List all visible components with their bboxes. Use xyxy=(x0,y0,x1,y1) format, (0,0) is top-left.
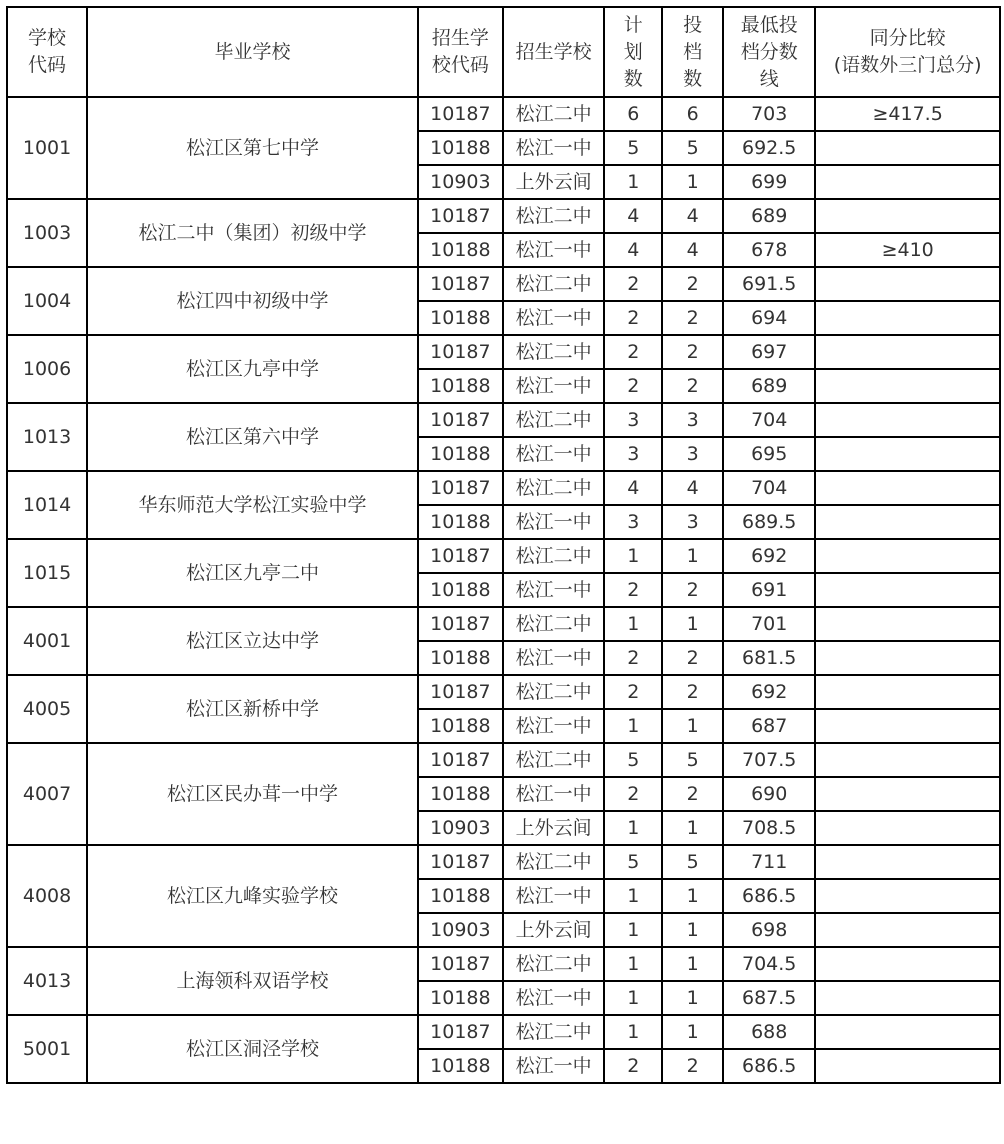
graduating-school-cell: 松江区新桥中学 xyxy=(87,675,418,743)
school-code-cell: 1003 xyxy=(7,199,87,267)
min-score-cell: 692 xyxy=(723,675,815,709)
tie-compare-cell xyxy=(815,437,1000,471)
min-score-cell: 688 xyxy=(723,1015,815,1049)
enroll-school-cell: 松江二中 xyxy=(503,947,604,981)
plan-count-cell: 4 xyxy=(604,199,662,233)
graduating-school-cell: 松江区九亭中学 xyxy=(87,335,418,403)
enroll-school-cell: 松江二中 xyxy=(503,471,604,505)
tie-compare-cell xyxy=(815,539,1000,573)
tie-compare-cell xyxy=(815,267,1000,301)
tie-compare-cell xyxy=(815,947,1000,981)
admit-count-cell: 3 xyxy=(662,505,723,539)
tie-compare-cell xyxy=(815,777,1000,811)
tie-compare-cell xyxy=(815,913,1000,947)
admit-count-cell: 1 xyxy=(662,879,723,913)
tie-compare-cell xyxy=(815,981,1000,1015)
min-score-cell: 704.5 xyxy=(723,947,815,981)
table-row xyxy=(7,845,1000,879)
enroll-school-cell: 松江一中 xyxy=(503,1049,604,1083)
plan-count-cell: 3 xyxy=(604,437,662,471)
tie-compare-cell xyxy=(815,743,1000,777)
enroll-school-code-cell: 10187 xyxy=(418,743,503,777)
min-score-cell: 692.5 xyxy=(723,131,815,165)
graduating-school-cell: 上海领科双语学校 xyxy=(87,947,418,1015)
header-admit-count: 投 档 数 xyxy=(662,7,723,97)
table-row xyxy=(7,539,1000,573)
tie-compare-cell xyxy=(815,403,1000,437)
plan-count-cell: 4 xyxy=(604,471,662,505)
school-code-cell: 4013 xyxy=(7,947,87,1015)
admit-count-cell: 5 xyxy=(662,845,723,879)
min-score-cell: 699 xyxy=(723,165,815,199)
enroll-school-code-cell: 10188 xyxy=(418,709,503,743)
plan-count-cell: 4 xyxy=(604,233,662,267)
enroll-school-cell: 松江一中 xyxy=(503,709,604,743)
enroll-school-code-cell: 10187 xyxy=(418,675,503,709)
plan-count-cell: 1 xyxy=(604,165,662,199)
enroll-school-cell: 松江一中 xyxy=(503,777,604,811)
min-score-cell: 711 xyxy=(723,845,815,879)
graduating-school-cell: 松江二中（集团）初级中学 xyxy=(87,199,418,267)
admit-count-cell: 3 xyxy=(662,437,723,471)
admit-count-cell: 4 xyxy=(662,233,723,267)
enroll-school-code-cell: 10188 xyxy=(418,777,503,811)
admit-count-cell: 2 xyxy=(662,301,723,335)
enroll-school-code-cell: 10187 xyxy=(418,539,503,573)
enroll-school-code-cell: 10187 xyxy=(418,471,503,505)
tie-compare-cell xyxy=(815,131,1000,165)
school-code-cell: 4005 xyxy=(7,675,87,743)
school-code-cell: 1001 xyxy=(7,97,87,199)
header-enroll-school: 招生学校 xyxy=(503,7,604,97)
admit-count-cell: 2 xyxy=(662,369,723,403)
min-score-cell: 689 xyxy=(723,199,815,233)
admit-count-cell: 1 xyxy=(662,913,723,947)
school-code-cell: 4007 xyxy=(7,743,87,845)
tie-compare-cell xyxy=(815,301,1000,335)
min-score-cell: 689.5 xyxy=(723,505,815,539)
enroll-school-code-cell: 10188 xyxy=(418,879,503,913)
plan-count-cell: 2 xyxy=(604,573,662,607)
enroll-school-code-cell: 10188 xyxy=(418,573,503,607)
enroll-school-cell: 上外云间 xyxy=(503,811,604,845)
table-row xyxy=(7,607,1000,641)
enroll-school-code-cell: 10903 xyxy=(418,913,503,947)
graduating-school-cell: 松江区立达中学 xyxy=(87,607,418,675)
min-score-cell: 695 xyxy=(723,437,815,471)
admit-count-cell: 4 xyxy=(662,199,723,233)
table-row xyxy=(7,403,1000,437)
graduating-school-cell: 华东师范大学松江实验中学 xyxy=(87,471,418,539)
enroll-school-code-cell: 10187 xyxy=(418,607,503,641)
enroll-school-code-cell: 10187 xyxy=(418,335,503,369)
graduating-school-cell: 松江区九亭二中 xyxy=(87,539,418,607)
enroll-school-cell: 松江二中 xyxy=(503,335,604,369)
enroll-school-cell: 松江二中 xyxy=(503,97,604,131)
plan-count-cell: 5 xyxy=(604,131,662,165)
plan-count-cell: 2 xyxy=(604,777,662,811)
enroll-school-cell: 松江二中 xyxy=(503,607,604,641)
table-row xyxy=(7,267,1000,301)
plan-count-cell: 5 xyxy=(604,743,662,777)
tie-compare-cell xyxy=(815,369,1000,403)
admit-count-cell: 2 xyxy=(662,1049,723,1083)
enroll-school-code-cell: 10187 xyxy=(418,199,503,233)
min-score-cell: 698 xyxy=(723,913,815,947)
school-code-cell: 1004 xyxy=(7,267,87,335)
enroll-school-code-cell: 10188 xyxy=(418,437,503,471)
enroll-school-cell: 松江二中 xyxy=(503,199,604,233)
enroll-school-code-cell: 10188 xyxy=(418,233,503,267)
min-score-cell: 704 xyxy=(723,403,815,437)
min-score-cell: 697 xyxy=(723,335,815,369)
plan-count-cell: 1 xyxy=(604,607,662,641)
plan-count-cell: 2 xyxy=(604,641,662,675)
plan-count-cell: 1 xyxy=(604,947,662,981)
admit-count-cell: 1 xyxy=(662,1015,723,1049)
plan-count-cell: 2 xyxy=(604,301,662,335)
min-score-cell: 690 xyxy=(723,777,815,811)
enroll-school-cell: 松江二中 xyxy=(503,1015,604,1049)
plan-count-cell: 3 xyxy=(604,505,662,539)
header-min-score: 最低投 档分数 线 xyxy=(723,7,815,97)
table-header xyxy=(7,7,1000,97)
tie-compare-cell: ≥410 xyxy=(815,233,1000,267)
tie-compare-cell xyxy=(815,335,1000,369)
admit-count-cell: 2 xyxy=(662,335,723,369)
min-score-cell: 708.5 xyxy=(723,811,815,845)
table-row xyxy=(7,675,1000,709)
plan-count-cell: 1 xyxy=(604,913,662,947)
enroll-school-cell: 松江二中 xyxy=(503,743,604,777)
enroll-school-cell: 松江一中 xyxy=(503,131,604,165)
school-code-cell: 5001 xyxy=(7,1015,87,1083)
table-row xyxy=(7,947,1000,981)
school-code-cell: 1014 xyxy=(7,471,87,539)
tie-compare-cell xyxy=(815,845,1000,879)
tie-compare-cell: ≥417.5 xyxy=(815,97,1000,131)
admit-count-cell: 1 xyxy=(662,947,723,981)
tie-compare-cell xyxy=(815,709,1000,743)
header-graduating-school: 毕业学校 xyxy=(87,7,418,97)
tie-compare-cell xyxy=(815,879,1000,913)
min-score-cell: 691 xyxy=(723,573,815,607)
enroll-school-code-cell: 10187 xyxy=(418,267,503,301)
enroll-school-code-cell: 10188 xyxy=(418,641,503,675)
plan-count-cell: 1 xyxy=(604,539,662,573)
min-score-cell: 691.5 xyxy=(723,267,815,301)
school-code-cell: 4001 xyxy=(7,607,87,675)
min-score-cell: 707.5 xyxy=(723,743,815,777)
enroll-school-cell: 松江一中 xyxy=(503,437,604,471)
table-row xyxy=(7,471,1000,505)
header-tie-compare: 同分比较 (语数外三门总分) xyxy=(815,7,1000,97)
min-score-cell: 681.5 xyxy=(723,641,815,675)
admit-count-cell: 1 xyxy=(662,811,723,845)
tie-compare-cell xyxy=(815,165,1000,199)
school-code-cell: 1006 xyxy=(7,335,87,403)
min-score-cell: 692 xyxy=(723,539,815,573)
admit-count-cell: 5 xyxy=(662,131,723,165)
graduating-school-cell: 松江四中初级中学 xyxy=(87,267,418,335)
admit-count-cell: 2 xyxy=(662,573,723,607)
plan-count-cell: 2 xyxy=(604,1049,662,1083)
plan-count-cell: 1 xyxy=(604,709,662,743)
enroll-school-cell: 松江一中 xyxy=(503,641,604,675)
header-enroll-school-code: 招生学 校代码 xyxy=(418,7,503,97)
table-row xyxy=(7,335,1000,369)
enroll-school-code-cell: 10187 xyxy=(418,403,503,437)
admit-count-cell: 5 xyxy=(662,743,723,777)
enroll-school-cell: 松江一中 xyxy=(503,879,604,913)
min-score-cell: 687 xyxy=(723,709,815,743)
tie-compare-cell xyxy=(815,573,1000,607)
enroll-school-cell: 松江一中 xyxy=(503,981,604,1015)
graduating-school-cell: 松江区洞泾学校 xyxy=(87,1015,418,1083)
tie-compare-cell xyxy=(815,505,1000,539)
tie-compare-cell xyxy=(815,1049,1000,1083)
header-school-code: 学校 代码 xyxy=(7,7,87,97)
admit-count-cell: 4 xyxy=(662,471,723,505)
table-body xyxy=(7,97,1000,1083)
enroll-school-code-cell: 10187 xyxy=(418,97,503,131)
enroll-school-code-cell: 10188 xyxy=(418,301,503,335)
enroll-school-cell: 松江一中 xyxy=(503,301,604,335)
enroll-school-code-cell: 10903 xyxy=(418,165,503,199)
graduating-school-cell: 松江区第七中学 xyxy=(87,97,418,199)
enroll-school-cell: 上外云间 xyxy=(503,165,604,199)
school-code-cell: 1015 xyxy=(7,539,87,607)
table-row xyxy=(7,1015,1000,1049)
min-score-cell: 694 xyxy=(723,301,815,335)
enroll-school-cell: 上外云间 xyxy=(503,913,604,947)
min-score-cell: 701 xyxy=(723,607,815,641)
plan-count-cell: 5 xyxy=(604,845,662,879)
school-code-cell: 1013 xyxy=(7,403,87,471)
plan-count-cell: 1 xyxy=(604,981,662,1015)
admit-count-cell: 1 xyxy=(662,165,723,199)
enroll-school-code-cell: 10188 xyxy=(418,369,503,403)
min-score-cell: 686.5 xyxy=(723,879,815,913)
tie-compare-cell xyxy=(815,675,1000,709)
min-score-cell: 686.5 xyxy=(723,1049,815,1083)
enroll-school-code-cell: 10188 xyxy=(418,1049,503,1083)
plan-count-cell: 1 xyxy=(604,811,662,845)
admissions-table xyxy=(6,6,1001,1084)
table-row xyxy=(7,743,1000,777)
plan-count-cell: 2 xyxy=(604,369,662,403)
admit-count-cell: 2 xyxy=(662,777,723,811)
tie-compare-cell xyxy=(815,199,1000,233)
min-score-cell: 703 xyxy=(723,97,815,131)
graduating-school-cell: 松江区民办茸一中学 xyxy=(87,743,418,845)
min-score-cell: 678 xyxy=(723,233,815,267)
enroll-school-cell: 松江二中 xyxy=(503,845,604,879)
tie-compare-cell xyxy=(815,1015,1000,1049)
min-score-cell: 704 xyxy=(723,471,815,505)
enroll-school-cell: 松江二中 xyxy=(503,267,604,301)
enroll-school-cell: 松江二中 xyxy=(503,675,604,709)
plan-count-cell: 1 xyxy=(604,879,662,913)
enroll-school-cell: 松江一中 xyxy=(503,233,604,267)
tie-compare-cell xyxy=(815,811,1000,845)
graduating-school-cell: 松江区九峰实验学校 xyxy=(87,845,418,947)
admit-count-cell: 2 xyxy=(662,641,723,675)
enroll-school-code-cell: 10188 xyxy=(418,505,503,539)
enroll-school-code-cell: 10187 xyxy=(418,845,503,879)
enroll-school-cell: 松江一中 xyxy=(503,573,604,607)
table-row xyxy=(7,199,1000,233)
plan-count-cell: 2 xyxy=(604,267,662,301)
admit-count-cell: 2 xyxy=(662,675,723,709)
tie-compare-cell xyxy=(815,641,1000,675)
admit-count-cell: 1 xyxy=(662,607,723,641)
enroll-school-code-cell: 10187 xyxy=(418,1015,503,1049)
graduating-school-cell: 松江区第六中学 xyxy=(87,403,418,471)
header-plan-count: 计 划 数 xyxy=(604,7,662,97)
enroll-school-code-cell: 10903 xyxy=(418,811,503,845)
enroll-school-code-cell: 10187 xyxy=(418,947,503,981)
enroll-school-cell: 松江一中 xyxy=(503,505,604,539)
plan-count-cell: 6 xyxy=(604,97,662,131)
enroll-school-code-cell: 10188 xyxy=(418,981,503,1015)
table-row xyxy=(7,97,1000,131)
plan-count-cell: 3 xyxy=(604,403,662,437)
tie-compare-cell xyxy=(815,471,1000,505)
min-score-cell: 689 xyxy=(723,369,815,403)
admit-count-cell: 2 xyxy=(662,267,723,301)
enroll-school-code-cell: 10188 xyxy=(418,131,503,165)
plan-count-cell: 1 xyxy=(604,1015,662,1049)
plan-count-cell: 2 xyxy=(604,675,662,709)
plan-count-cell: 2 xyxy=(604,335,662,369)
school-code-cell: 4008 xyxy=(7,845,87,947)
admit-count-cell: 3 xyxy=(662,403,723,437)
enroll-school-cell: 松江二中 xyxy=(503,403,604,437)
tie-compare-cell xyxy=(815,607,1000,641)
enroll-school-cell: 松江一中 xyxy=(503,369,604,403)
admit-count-cell: 1 xyxy=(662,539,723,573)
admit-count-cell: 1 xyxy=(662,709,723,743)
enroll-school-cell: 松江二中 xyxy=(503,539,604,573)
min-score-cell: 687.5 xyxy=(723,981,815,1015)
admit-count-cell: 1 xyxy=(662,981,723,1015)
admit-count-cell: 6 xyxy=(662,97,723,131)
